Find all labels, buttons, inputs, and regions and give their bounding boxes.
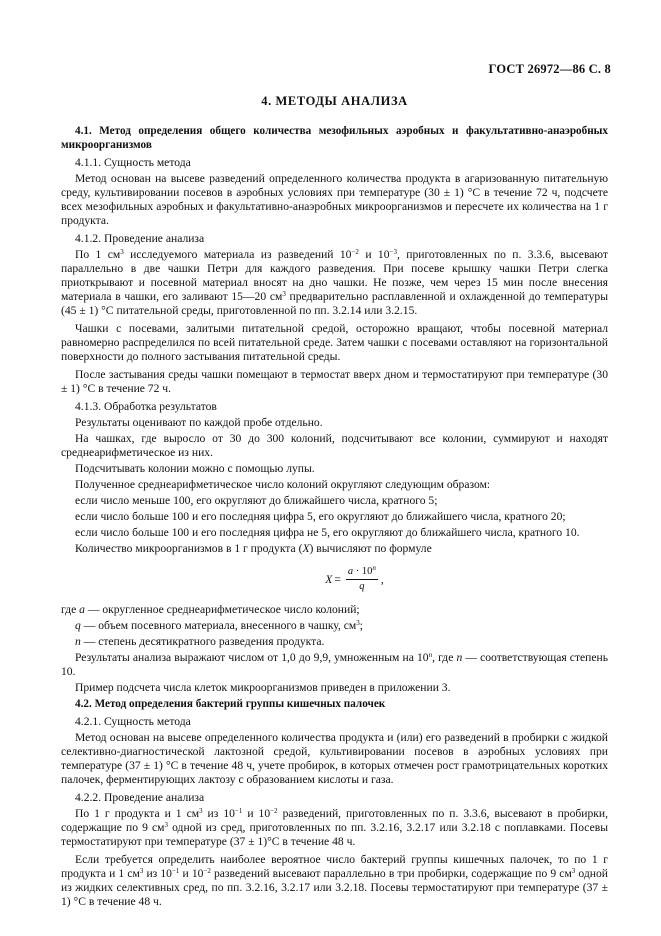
- variable-q: q: [75, 619, 81, 632]
- subheading-4-1-3: 4.1.3. Обработка результатов: [75, 400, 217, 413]
- text-run: Количество микроорганизмов в 1 г продукта (: [75, 542, 303, 555]
- where-a: [61, 603, 608, 617]
- text-run: По 1 см: [75, 248, 121, 261]
- paragraph-4-1-3-7: если число больше 100 и его последняя цифра не 5, его округляют до ближайшего числа, кратного 10.: [75, 526, 580, 539]
- superscript: −1: [234, 807, 243, 815]
- text-run: , где: [432, 651, 457, 664]
- page-header: ГОСТ 26972—86 С. 8: [488, 62, 611, 76]
- text-run: и 10: [179, 867, 204, 880]
- formula-dot-ten: · 10: [353, 566, 373, 577]
- paragraph-4-1-1: Метод основан на высеве разведений определенного количества продукта в агаризованную питательную среду, культивировании посевов в аэробных условиях при температуре (30 ± 1) °С в течение 72 ч, подсчете всех мезофильных аэробных и факультативно-анаэробных микроорганизмов и пересчете их количества на 1 г продукта.: [61, 172, 608, 227]
- formula-exponent: n: [372, 564, 376, 572]
- formula-numerator: [346, 566, 378, 580]
- paragraph-4-1-3-1: Результаты оценивают по каждой пробе отдельно.: [75, 416, 323, 429]
- text-run: одной из жидких селективных сред, по пп. 3.2.16, 3.2.17 или 3.2.18. Посевы термостатируют при температуре (37 ± 1) °С в течение 48 ч.: [61, 867, 608, 908]
- superscript: −2: [203, 867, 211, 875]
- superscript: −2: [270, 807, 278, 815]
- text-run: — степень десятикратного разведения продукта.: [80, 635, 325, 648]
- text-run: Результаты анализа выражают числом от 1,0 до 9,9, умноженным на 10: [75, 651, 429, 664]
- paragraph-4-1-3-3: Подсчитывать колонии можно с помощью лупы.: [75, 462, 315, 475]
- text-run: исследуемого материала из разведений 10: [123, 248, 352, 261]
- text-run: , приготовленных по п. 3.3.6, высевают параллельно в две чашки Петри для каждого разведения. При посеве крышку чашки Петри слегка приоткрывают и посевной материал вносят на дно чашки. Не позже, чем через 15 мин после внесения материала в чашки, его заливают 15—20 см: [61, 248, 608, 303]
- text-run: По 1 г продукта и 1 см: [75, 807, 200, 820]
- text-run: Если требуется определить наиболее вероятное число бактерий группы кишечных палочек, то по 1 г продукта и 1 см: [61, 853, 608, 880]
- text-run: ;: [359, 619, 363, 632]
- superscript: 3: [120, 248, 124, 256]
- superscript: 3: [199, 807, 203, 815]
- paragraph-4-2-2-2: [61, 853, 608, 909]
- superscript: −3: [389, 248, 397, 256]
- subheading-4-2-1: 4.2.1. Сущность метода: [75, 715, 191, 728]
- page-content: [61, 94, 608, 913]
- where-q: [75, 619, 608, 633]
- variable-a: a: [79, 603, 85, 616]
- text-run: — округленное среднеарифметическое число колоний;: [84, 603, 360, 616]
- heading-4-1: 4.1. Метод определения общего количества мезофильных аэробных и факультативно-анаэробных микроорганизмов: [61, 125, 608, 151]
- subheading-4-1-2: 4.1.2. Проведение анализа: [75, 232, 205, 245]
- formula-fraction: [346, 566, 378, 593]
- text-run: — соответствующая степень 10.: [61, 651, 609, 678]
- variable-n: n: [456, 651, 463, 664]
- formula-tail: ,: [380, 572, 384, 586]
- text-run: — объем посевного материала, внесенного в чашку, см: [80, 619, 357, 632]
- paragraph-4-1-3-6: если число больше 100 и его последняя цифра 5, его округляют до ближайшего числа, кратного 20;: [75, 510, 566, 523]
- text-run: из 10: [202, 807, 235, 820]
- text-run: и 10: [358, 248, 390, 261]
- superscript: 3: [164, 821, 168, 829]
- text-run: ) вычисляют по формуле: [309, 542, 432, 555]
- text-run: и 10: [242, 807, 271, 820]
- text-run: где: [61, 603, 80, 616]
- formula-equals: =: [334, 572, 341, 586]
- variable-n: n: [75, 635, 81, 648]
- variable-x: X: [302, 542, 310, 555]
- superscript: 3: [282, 290, 286, 298]
- superscript: −1: [171, 867, 180, 875]
- heading-4-2: 4.2. Метод определения бактерий группы кишечных палочек: [75, 698, 386, 710]
- section-title: 4. МЕТОДЫ АНАЛИЗА: [261, 94, 408, 108]
- paragraph-4-1-3-5: если число меньше 100, его округляют до ближайшего числа, кратного 5;: [75, 494, 438, 507]
- text-run: разведений, приготовленных по п. 3.3.6, высевают в пробирки, содержащие по 9 см: [61, 807, 609, 834]
- formula-lhs: X: [325, 572, 333, 586]
- superscript: 3: [356, 619, 360, 627]
- where-n: [75, 635, 608, 649]
- superscript: −2: [351, 248, 359, 256]
- paragraph-results: [61, 651, 608, 679]
- paragraph-example: Пример подсчета числа клеток микроорганизмов приведен в приложении 3.: [75, 681, 451, 694]
- text-run: разведений высевают параллельно в три пробирки, содержащие по 9 см: [210, 867, 572, 880]
- paragraph-4-1-2-3: После застывания среды чашки помещают в термостат вверх дном и термостатируют при температуре (30 ± 1) °С в течение 72 ч.: [61, 368, 608, 395]
- paragraph-4-2-1: Метод основан на высеве определенного количества продукта и (или) его разведений в пробирки с жидкой селективно-диагностической лактозной средой, культивировании посевов в аэробных условиях при температуре (37 ± 1) °С в течение 48 ч, учете пробирок, в которых отмечен рост грамотрицательных коротких палочек, ферментирующих лактозу с образованием кислоты и газа.: [61, 731, 608, 786]
- variable-n: n: [428, 651, 433, 659]
- text-run: одной из сред, приготовленных по пп. 3.2.16, 3.2.17 или 3.2.18 с поплавками. Посевы термостатируют при температуре (37 ± 1)°С в течение 48 ч.: [61, 821, 608, 848]
- text-run: предварительно расплавленной и охлажденной до температуры (45 ± 1) °С питательной среды, приготовленной по пп. 3.2.14 или 3.2.15.: [61, 290, 608, 317]
- paragraph-4-2-2-1: [61, 807, 608, 849]
- paragraph-4-1-2-2: Чашки с посевами, залитыми питательной средой, осторожно вращают, чтобы посевной материал равномерно распределился по всей питательной среде. Затем чашки с посевами оставляют на горизонтальной поверхности до полного застывания питательной среды.: [61, 322, 608, 363]
- paragraph-4-1-3-4: Полученное среднеарифметическое число колоний округляют следующим образом:: [75, 478, 491, 491]
- formula-denominator: q: [359, 581, 365, 592]
- paragraph-4-1-2-1: [61, 248, 608, 318]
- formula: [101, 566, 608, 593]
- subheading-4-1-1: 4.1.1. Сущность метода: [75, 156, 191, 169]
- formula-a: a: [347, 566, 354, 577]
- paragraph-4-1-3-2: На чашках, где выросло от 30 до 300 колоний, подсчитывают все колонии, суммируют и находят среднеарифметическое из них.: [61, 432, 608, 459]
- text-run: из 10: [143, 867, 172, 880]
- paragraph-4-1-3-8: [61, 542, 608, 556]
- superscript: 3: [571, 867, 576, 875]
- subheading-4-2-2: 4.2.2. Проведение анализа: [75, 791, 205, 804]
- superscript: 3: [139, 867, 144, 875]
